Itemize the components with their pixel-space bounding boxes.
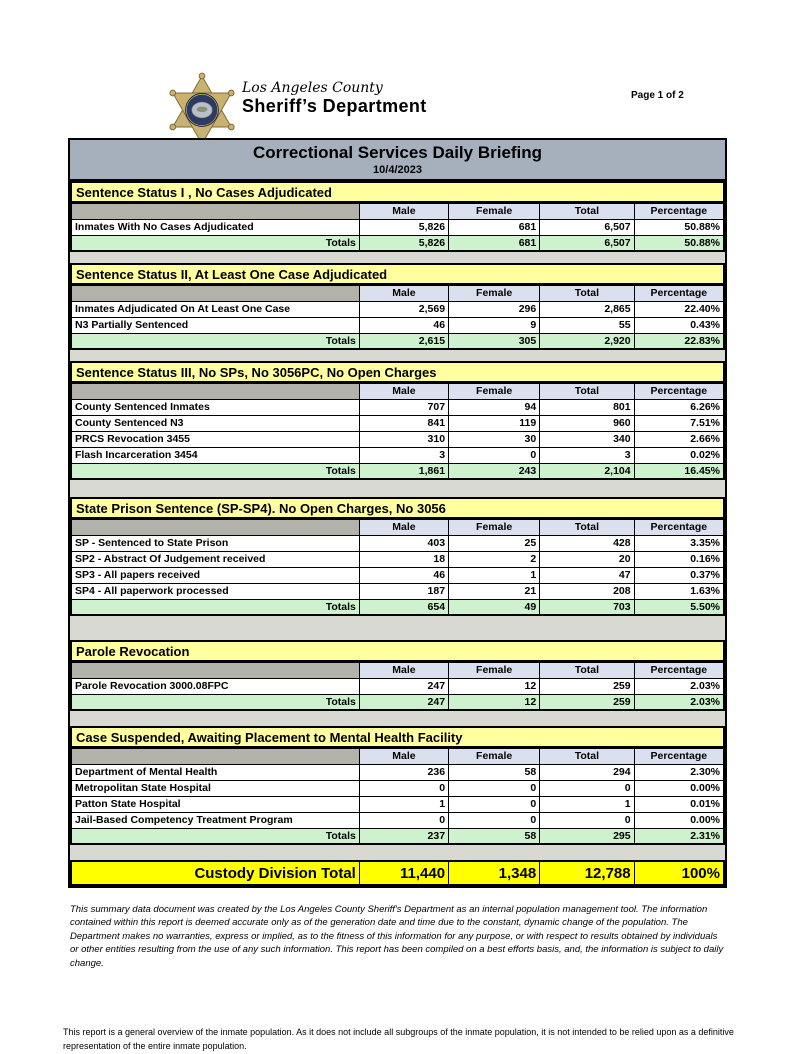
cell-percentage: 7.51% xyxy=(634,415,724,431)
custody-total-female: 1,348 xyxy=(449,861,540,885)
totals-male: 1,861 xyxy=(359,463,448,479)
totals-percentage: 16.45% xyxy=(634,463,724,479)
cell-total: 340 xyxy=(540,431,634,447)
cell-percentage: 2.03% xyxy=(634,678,724,694)
cell-male: 0 xyxy=(359,780,448,796)
column-header-female: Female xyxy=(449,383,540,399)
cell-male: 1 xyxy=(359,796,448,812)
row-label: Metropolitan State Hospital xyxy=(71,780,359,796)
section-table xyxy=(70,747,725,845)
cell-total: 960 xyxy=(540,415,634,431)
custody-total-male: 11,440 xyxy=(359,861,448,885)
column-header-row xyxy=(71,383,724,399)
totals-female: 12 xyxy=(449,694,540,710)
report-section xyxy=(70,497,725,616)
column-header-total: Total xyxy=(540,383,634,399)
totals-total: 2,920 xyxy=(540,333,634,349)
totals-percentage: 50.88% xyxy=(634,235,724,251)
column-header-row xyxy=(71,519,724,535)
cell-total: 55 xyxy=(540,317,634,333)
sheriff-star-badge-icon xyxy=(168,72,236,148)
cell-female: 12 xyxy=(449,678,540,694)
totals-female: 58 xyxy=(449,828,540,844)
agency-name-block xyxy=(242,81,427,116)
row-label: Parole Revocation 3000.08FPC xyxy=(71,678,359,694)
row-label: PRCS Revocation 3455 xyxy=(71,431,359,447)
cell-male: 46 xyxy=(359,317,448,333)
totals-male: 247 xyxy=(359,694,448,710)
column-header-percentage: Percentage xyxy=(634,285,724,301)
cell-total: 2,865 xyxy=(540,301,634,317)
agency-header xyxy=(168,72,427,148)
overview-note-text: This report is a general overview of the inmate population. As it does not include all subgroups of the inmate population, it is not intended to be relied upon as a definitive representation of the entire inmate population. xyxy=(63,1027,734,1052)
section-header: State Prison Sentence (SP-SP4). No Open Charges, No 3056 xyxy=(70,497,725,518)
column-header-percentage: Percentage xyxy=(634,748,724,764)
cell-percentage: 0.43% xyxy=(634,317,724,333)
table-row xyxy=(71,583,724,599)
totals-male: 5,826 xyxy=(359,235,448,251)
section-table xyxy=(70,202,725,252)
row-label: Flash Incarceration 3454 xyxy=(71,447,359,463)
report-section xyxy=(70,361,725,480)
report-section xyxy=(70,181,725,252)
column-header-row xyxy=(71,662,724,678)
section-table xyxy=(70,518,725,616)
totals-label: Totals xyxy=(71,599,359,615)
column-header-male: Male xyxy=(359,662,448,678)
report-title-bar xyxy=(70,140,725,181)
cell-total: 428 xyxy=(540,535,634,551)
cell-percentage: 0.00% xyxy=(634,812,724,828)
column-header-percentage: Percentage xyxy=(634,519,724,535)
totals-total: 259 xyxy=(540,694,634,710)
table-row xyxy=(71,415,724,431)
cell-total: 20 xyxy=(540,551,634,567)
table-row xyxy=(71,567,724,583)
cell-female: 681 xyxy=(449,219,540,235)
row-label: County Sentenced Inmates xyxy=(71,399,359,415)
cell-female: 0 xyxy=(449,796,540,812)
column-header-total: Total xyxy=(540,519,634,535)
cell-female: 2 xyxy=(449,551,540,567)
cell-female: 9 xyxy=(449,317,540,333)
row-label: Patton State Hospital xyxy=(71,796,359,812)
table-row xyxy=(71,678,724,694)
cell-total: 1 xyxy=(540,796,634,812)
cell-male: 2,569 xyxy=(359,301,448,317)
cell-total: 6,507 xyxy=(540,219,634,235)
cell-male: 403 xyxy=(359,535,448,551)
section-table xyxy=(70,661,725,711)
cell-total: 294 xyxy=(540,764,634,780)
cell-percentage: 50.88% xyxy=(634,219,724,235)
column-header-spacer xyxy=(71,383,359,399)
cell-male: 841 xyxy=(359,415,448,431)
cell-male: 0 xyxy=(359,812,448,828)
totals-total: 6,507 xyxy=(540,235,634,251)
row-label: County Sentenced N3 xyxy=(71,415,359,431)
cell-female: 0 xyxy=(449,812,540,828)
totals-female: 681 xyxy=(449,235,540,251)
section-header: Parole Revocation xyxy=(70,640,725,661)
table-row xyxy=(71,219,724,235)
disclaimer-text: This summary data document was created by the Los Angeles County Sheriff's Department as an internal population management tool. The information contained within this report is deemed accurate only as of the generation date and time due to the constant, dynamic change of the population. The Department makes no warranties, express or implied, as to the fitness of this information for any purpose, or with respect to results obtained by individuals or other entities resulting from the use of any such information. This report has been compiled on a best efforts basis, and, the information is subject to daily change. xyxy=(70,904,724,969)
totals-male: 237 xyxy=(359,828,448,844)
column-header-female: Female xyxy=(449,748,540,764)
cell-percentage: 22.40% xyxy=(634,301,724,317)
totals-total: 2,104 xyxy=(540,463,634,479)
column-header-female: Female xyxy=(449,203,540,219)
totals-percentage: 2.03% xyxy=(634,694,724,710)
totals-percentage: 5.50% xyxy=(634,599,724,615)
custody-division-total-table xyxy=(70,860,725,886)
column-header-male: Male xyxy=(359,285,448,301)
table-row xyxy=(71,317,724,333)
totals-row xyxy=(71,235,724,251)
table-row xyxy=(71,431,724,447)
column-header-male: Male xyxy=(359,519,448,535)
cell-male: 187 xyxy=(359,583,448,599)
table-row xyxy=(71,399,724,415)
report-section xyxy=(70,726,725,845)
cell-total: 801 xyxy=(540,399,634,415)
totals-row xyxy=(71,828,724,844)
row-label: Department of Mental Health xyxy=(71,764,359,780)
cell-total: 259 xyxy=(540,678,634,694)
cell-percentage: 2.66% xyxy=(634,431,724,447)
cell-female: 58 xyxy=(449,764,540,780)
report-wrapper xyxy=(63,138,734,1054)
report-section xyxy=(70,263,725,350)
page-indicator: Page 1 of 2 xyxy=(631,90,684,101)
table-row xyxy=(71,301,724,317)
cell-percentage: 0.00% xyxy=(634,780,724,796)
custody-total-label: Custody Division Total xyxy=(71,861,359,885)
totals-label: Totals xyxy=(71,333,359,349)
cell-female: 119 xyxy=(449,415,540,431)
totals-percentage: 2.31% xyxy=(634,828,724,844)
cell-percentage: 0.01% xyxy=(634,796,724,812)
cell-female: 0 xyxy=(449,447,540,463)
cell-total: 47 xyxy=(540,567,634,583)
cell-male: 5,826 xyxy=(359,219,448,235)
column-header-female: Female xyxy=(449,662,540,678)
table-row xyxy=(71,535,724,551)
column-header-percentage: Percentage xyxy=(634,383,724,399)
agency-department-label: Sheriff’s Department xyxy=(242,95,427,116)
row-label: SP - Sentenced to State Prison xyxy=(71,535,359,551)
row-label: Jail-Based Competency Treatment Program xyxy=(71,812,359,828)
column-header-row xyxy=(71,285,724,301)
cell-male: 18 xyxy=(359,551,448,567)
column-header-row xyxy=(71,203,724,219)
table-row xyxy=(71,780,724,796)
cell-total: 208 xyxy=(540,583,634,599)
row-label: SP2 - Abstract Of Judgement received xyxy=(71,551,359,567)
custody-division-total-row xyxy=(71,861,724,885)
cell-female: 0 xyxy=(449,780,540,796)
totals-female: 305 xyxy=(449,333,540,349)
section-header: Case Suspended, Awaiting Placement to Mental Health Facility xyxy=(70,726,725,747)
cell-total: 0 xyxy=(540,812,634,828)
column-header-row xyxy=(71,748,724,764)
column-header-spacer xyxy=(71,285,359,301)
cell-male: 707 xyxy=(359,399,448,415)
column-header-male: Male xyxy=(359,748,448,764)
cell-percentage: 0.16% xyxy=(634,551,724,567)
daily-briefing-report xyxy=(68,138,727,888)
cell-female: 1 xyxy=(449,567,540,583)
table-row xyxy=(71,796,724,812)
totals-male: 2,615 xyxy=(359,333,448,349)
totals-female: 243 xyxy=(449,463,540,479)
totals-label: Totals xyxy=(71,235,359,251)
totals-label: Totals xyxy=(71,694,359,710)
totals-row xyxy=(71,463,724,479)
column-header-spacer xyxy=(71,519,359,535)
table-row xyxy=(71,551,724,567)
totals-row xyxy=(71,333,724,349)
cell-female: 30 xyxy=(449,431,540,447)
column-header-male: Male xyxy=(359,203,448,219)
totals-percentage: 22.83% xyxy=(634,333,724,349)
totals-row xyxy=(71,599,724,615)
row-label: Inmates Adjudicated On At Least One Case xyxy=(71,301,359,317)
row-label: N3 Partially Sentenced xyxy=(71,317,359,333)
totals-label: Totals xyxy=(71,828,359,844)
column-header-spacer xyxy=(71,203,359,219)
section-table xyxy=(70,284,725,350)
totals-total: 703 xyxy=(540,599,634,615)
report-date: 10/4/2023 xyxy=(373,164,422,176)
cell-total: 0 xyxy=(540,780,634,796)
report-sections xyxy=(70,181,725,845)
section-table xyxy=(70,382,725,480)
column-header-percentage: Percentage xyxy=(634,662,724,678)
column-header-male: Male xyxy=(359,383,448,399)
cell-male: 310 xyxy=(359,431,448,447)
cell-male: 247 xyxy=(359,678,448,694)
cell-male: 3 xyxy=(359,447,448,463)
section-header: Sentence Status III, No SPs, No 3056PC, No Open Charges xyxy=(70,361,725,382)
cell-percentage: 2.30% xyxy=(634,764,724,780)
column-header-total: Total xyxy=(540,285,634,301)
section-header: Sentence Status II, At Least One Case Adjudicated xyxy=(70,263,725,284)
table-row xyxy=(71,764,724,780)
cell-female: 25 xyxy=(449,535,540,551)
row-label: SP3 - All papers received xyxy=(71,567,359,583)
cell-female: 296 xyxy=(449,301,540,317)
cell-male: 46 xyxy=(359,567,448,583)
totals-male: 654 xyxy=(359,599,448,615)
column-header-percentage: Percentage xyxy=(634,203,724,219)
custody-total-percentage: 100% xyxy=(634,861,724,885)
row-label: Inmates With No Cases Adjudicated xyxy=(71,219,359,235)
cell-male: 236 xyxy=(359,764,448,780)
report-title: Correctional Services Daily Briefing xyxy=(252,143,543,162)
column-header-total: Total xyxy=(540,203,634,219)
agency-county-label: Los Angeles County xyxy=(242,80,383,96)
row-label: SP4 - All paperwork processed xyxy=(71,583,359,599)
table-row xyxy=(71,812,724,828)
report-section xyxy=(70,640,725,711)
custody-total-total: 12,788 xyxy=(540,861,634,885)
totals-female: 49 xyxy=(449,599,540,615)
cell-percentage: 6.26% xyxy=(634,399,724,415)
column-header-total: Total xyxy=(540,662,634,678)
column-header-female: Female xyxy=(449,519,540,535)
column-header-spacer xyxy=(71,748,359,764)
table-row xyxy=(71,447,724,463)
column-header-female: Female xyxy=(449,285,540,301)
section-header: Sentence Status I , No Cases Adjudicated xyxy=(70,181,725,202)
totals-row xyxy=(71,694,724,710)
cell-female: 94 xyxy=(449,399,540,415)
cell-total: 3 xyxy=(540,447,634,463)
cell-female: 21 xyxy=(449,583,540,599)
totals-label: Totals xyxy=(71,463,359,479)
column-header-total: Total xyxy=(540,748,634,764)
totals-total: 295 xyxy=(540,828,634,844)
cell-percentage: 0.37% xyxy=(634,567,724,583)
cell-percentage: 3.35% xyxy=(634,535,724,551)
cell-percentage: 1.63% xyxy=(634,583,724,599)
cell-percentage: 0.02% xyxy=(634,447,724,463)
column-header-spacer xyxy=(71,662,359,678)
